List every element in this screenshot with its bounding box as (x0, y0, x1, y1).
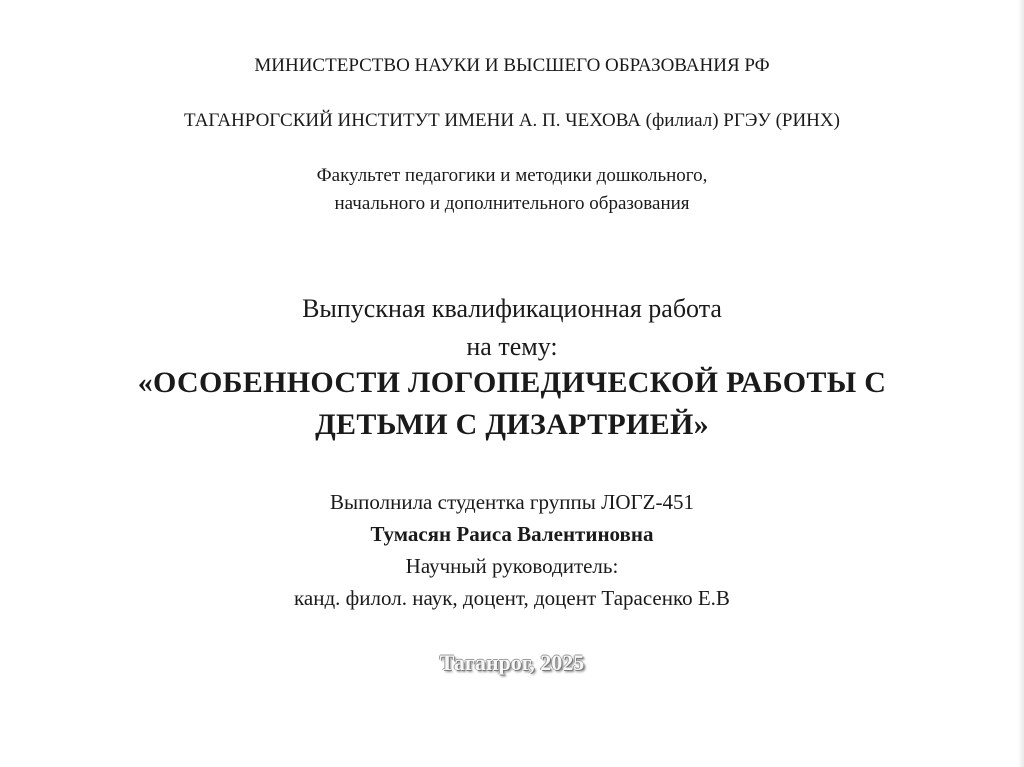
student-name: Тумасян Раиса Валентиновна (370, 522, 654, 546)
topic-title-line-2: ДЕТЬМИ С ДИЗАРТРИЕЙ» (315, 408, 709, 441)
topic-title-line-1: «ОСОБЕННОСТИ ЛОГОПЕДИЧЕСКОЙ РАБОТЫ С (137, 366, 887, 399)
ministry-name: МИНИСТЕРСТВО НАУКИ И ВЫСШЕГО ОБРАЗОВАНИЯ РФ (254, 55, 770, 76)
work-type-line-1: Выпускная квалификационная работа (302, 294, 722, 323)
faculty-name-line-1: Факультет педагогики и методики дошкольного, (316, 165, 708, 186)
faculty-name-line-2: начального и дополнительного образования (334, 193, 690, 214)
city-year: Таганрог, 2025 (439, 650, 585, 675)
supervisor-label: Научный руководитель: (405, 554, 619, 578)
supervisor-name: канд. филол. наук, доцент, доцент Тарасенко Е.В (294, 586, 730, 610)
work-type-line-2: на тему: (466, 332, 558, 361)
performed-by: Выполнила студентка группы ЛОГZ-451 (330, 490, 694, 514)
institute-name: ТАГАНРОГСКИЙ ИНСТИТУТ ИМЕНИ А. П. ЧЕХОВА (филиал) РГЭУ (РИНХ) (184, 110, 840, 131)
